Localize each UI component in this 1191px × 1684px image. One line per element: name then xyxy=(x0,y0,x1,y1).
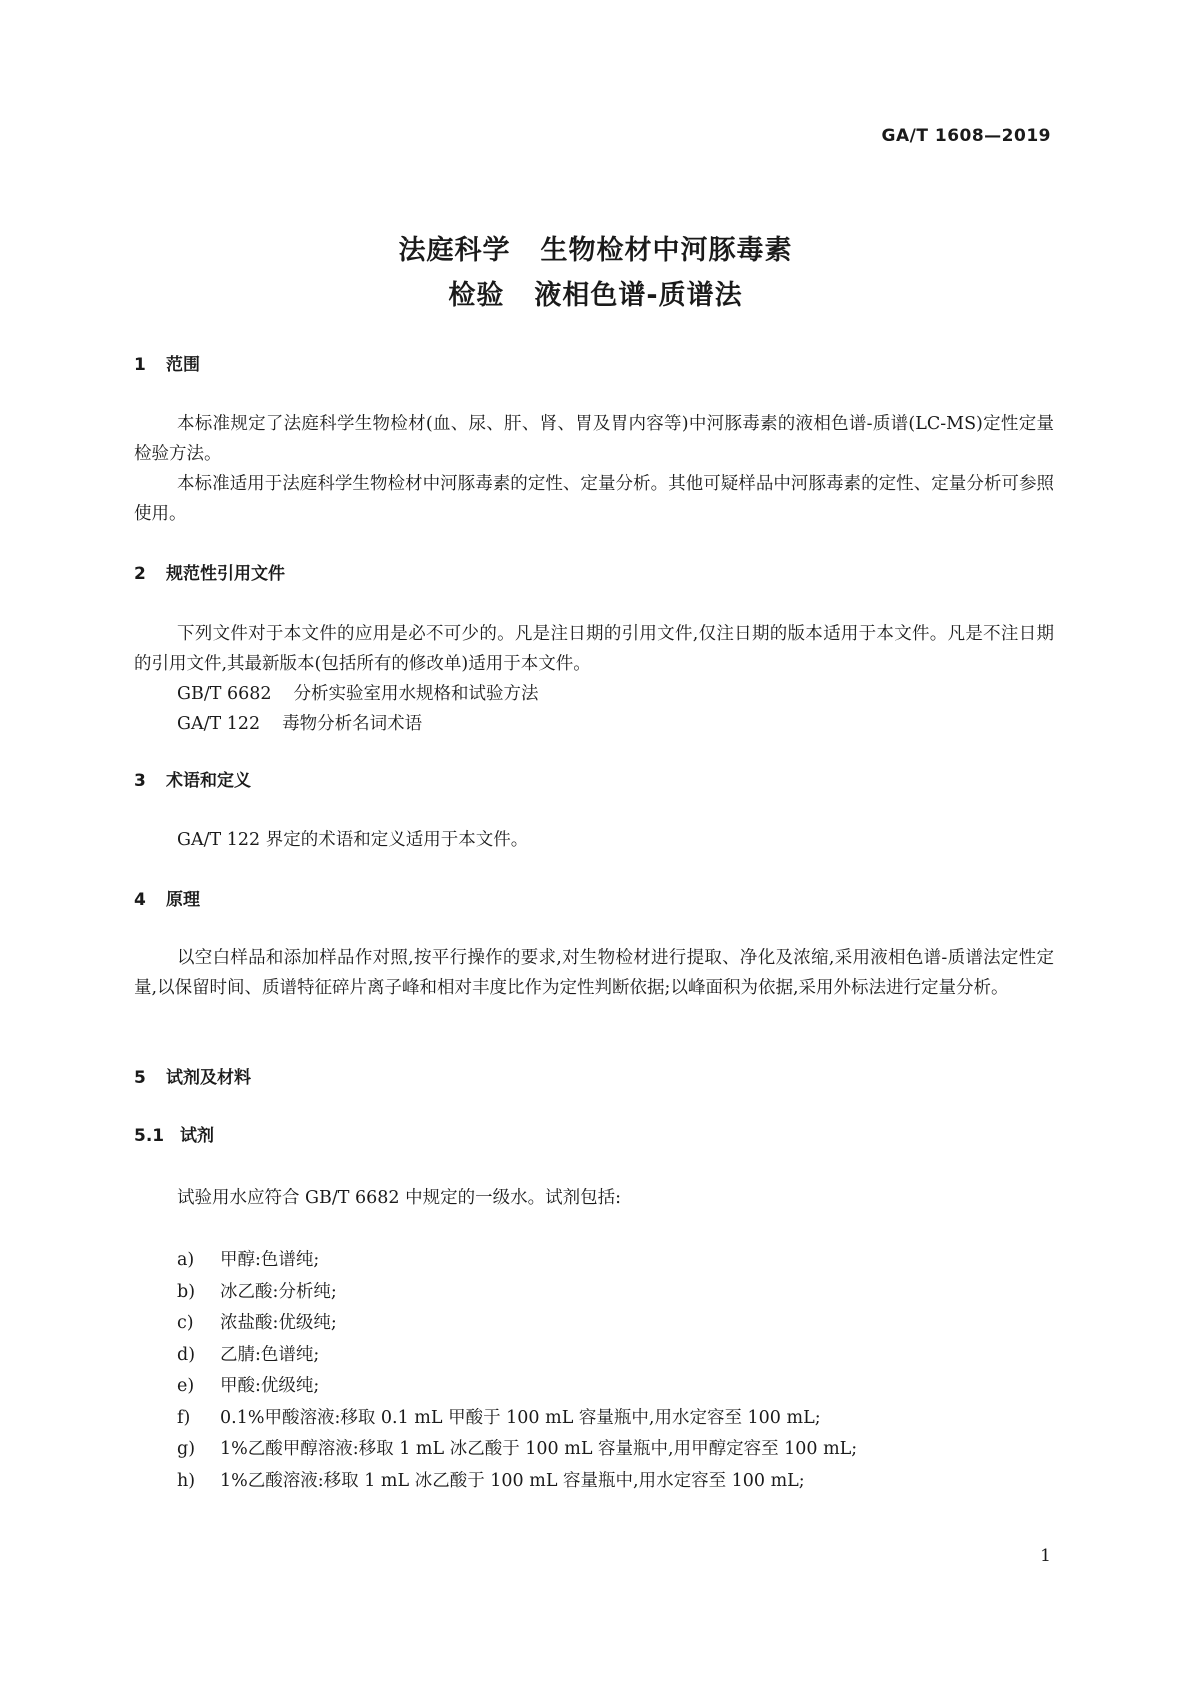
section-2-paragraph-1: 下列文件对于本文件的应用是必不可少的。凡是注日期的引用文件,仅注日期的版本适用于本文件。凡是不注日期的引用文件,其最新版本(包括所有的修改单)适用于本文件。 xyxy=(134,624,1054,674)
standard-code: GA/T 1608—2019 xyxy=(881,126,1051,146)
title-line-1 xyxy=(0,228,1191,273)
title-line-2 xyxy=(0,273,1191,318)
page-number: 1 xyxy=(1040,1546,1051,1566)
list-item-text: 甲酸:优级纯; xyxy=(220,1376,320,1396)
list-item-text: 1%乙酸溶液:移取 1 mL 冰乙酸于 100 mL 容量瓶中,用水定容至 100 mL; xyxy=(220,1470,805,1491)
section-title: 试剂及材料 xyxy=(166,1068,251,1088)
list-item xyxy=(177,1371,857,1403)
list-marker: d) xyxy=(177,1344,196,1365)
section-number: 4 xyxy=(134,890,146,910)
reference-title: 分析实验室用水规格和试验方法 xyxy=(293,684,539,704)
section-title: 规范性引用文件 xyxy=(166,564,285,584)
normative-reference xyxy=(177,679,539,709)
list-item-text: 浓盐酸:优级纯; xyxy=(220,1313,337,1333)
list-item-text: 甲醇:色谱纯; xyxy=(220,1250,320,1270)
title-line-1-part-b: 生物检材中河豚毒素 xyxy=(540,235,793,266)
list-marker: g) xyxy=(177,1439,196,1459)
subsection-heading-5-1 xyxy=(134,1125,214,1147)
section-title: 原理 xyxy=(166,890,200,910)
list-marker: a) xyxy=(177,1250,195,1270)
section-heading-1 xyxy=(134,354,200,376)
list-marker: h) xyxy=(177,1470,196,1491)
list-item xyxy=(177,1277,857,1309)
subsection-title: 试剂 xyxy=(180,1126,214,1146)
list-item xyxy=(177,1466,857,1498)
section-3-paragraph-1: GA/T 122 界定的术语和定义适用于本文件。 xyxy=(177,830,529,850)
list-marker: f) xyxy=(177,1407,191,1428)
section-heading-5 xyxy=(134,1067,251,1089)
list-marker: b) xyxy=(177,1281,196,1302)
list-item xyxy=(177,1403,857,1435)
section-title: 术语和定义 xyxy=(166,771,251,791)
title-line-2-part-b: 液相色谱-质谱法 xyxy=(534,280,743,311)
list-item-text: 0.1%甲酸溶液:移取 0.1 mL 甲酸于 100 mL 容量瓶中,用水定容至 100 mL; xyxy=(220,1407,821,1428)
normative-reference xyxy=(177,709,422,739)
reference-code: GB/T 6682 xyxy=(177,684,272,704)
section-title: 范围 xyxy=(166,355,200,375)
section-number: 5 xyxy=(134,1068,146,1088)
section-heading-4 xyxy=(134,889,200,911)
section-4-paragraph-1: 以空白样品和添加样品作对照,按平行操作的要求,对生物检材进行提取、净化及浓缩,采用液相色谱-质谱法定性定量,以保留时间、质谱特征碎片离子峰和相对丰度比作为定性判断依据;以峰面积为依据,采用外标法进行定量分析。 xyxy=(134,948,1054,998)
list-item xyxy=(177,1308,857,1340)
list-item-text: 乙腈:色谱纯; xyxy=(220,1344,320,1365)
section-1-paragraph-2: 本标准适用于法庭科学生物检材中河豚毒素的定性、定量分析。其他可疑样品中河豚毒素的定性、定量分析可参照使用。 xyxy=(134,474,1054,524)
section-heading-3 xyxy=(134,770,251,792)
section-heading-2 xyxy=(134,563,285,585)
reagent-intro: 试验用水应符合 GB/T 6682 中规定的一级水。试剂包括: xyxy=(177,1188,622,1208)
reference-code: GA/T 122 xyxy=(177,714,261,734)
list-item xyxy=(177,1340,857,1372)
list-item-text: 冰乙酸:分析纯; xyxy=(220,1281,337,1302)
subsection-number: 5.1 xyxy=(134,1126,165,1146)
reference-title: 毒物分析名词术语 xyxy=(282,714,423,734)
title-line-2-part-a: 检验 xyxy=(448,280,505,311)
list-item xyxy=(177,1245,857,1277)
section-number: 3 xyxy=(134,771,146,791)
list-item xyxy=(177,1434,857,1466)
document-title xyxy=(0,228,1191,318)
list-item-text: 1%乙酸甲醇溶液:移取 1 mL 冰乙酸于 100 mL 容量瓶中,用甲醇定容至 100 mL; xyxy=(220,1439,858,1459)
title-line-1-part-a: 法庭科学 xyxy=(398,235,511,266)
section-1-paragraph-1: 本标准规定了法庭科学生物检材(血、尿、肝、肾、胃及胃内容等)中河豚毒素的液相色谱-质谱(LC-MS)定性定量检验方法。 xyxy=(134,414,1054,464)
section-number: 1 xyxy=(134,355,146,375)
list-marker: c) xyxy=(177,1313,194,1333)
list-marker: e) xyxy=(177,1376,195,1396)
section-number: 2 xyxy=(134,564,146,584)
reagent-list xyxy=(177,1245,857,1497)
